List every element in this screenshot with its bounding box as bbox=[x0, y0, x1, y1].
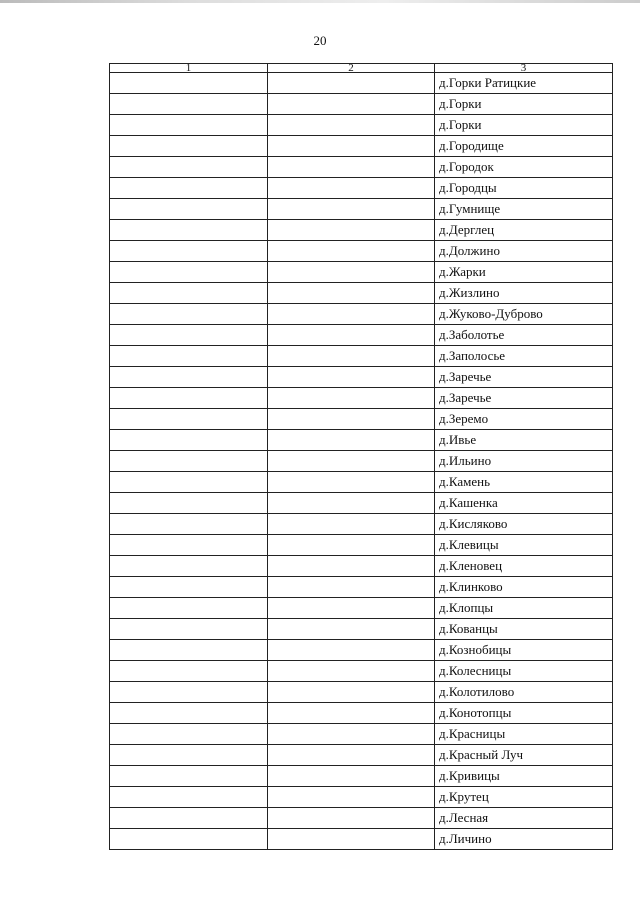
empty-cell-col1 bbox=[110, 829, 268, 850]
empty-cell-col2 bbox=[268, 262, 435, 283]
empty-cell-col2 bbox=[268, 451, 435, 472]
table-row bbox=[110, 640, 613, 661]
empty-cell-col1 bbox=[110, 556, 268, 577]
empty-cell-col2 bbox=[268, 136, 435, 157]
settlement-name: д.Колотилово bbox=[435, 682, 613, 703]
empty-cell-col1 bbox=[110, 409, 268, 430]
empty-cell-col1 bbox=[110, 619, 268, 640]
empty-cell-col1 bbox=[110, 136, 268, 157]
settlement-name: д.Кленовец bbox=[435, 556, 613, 577]
settlement-name: д.Лесная bbox=[435, 808, 613, 829]
empty-cell-col2 bbox=[268, 199, 435, 220]
settlement-name: д.Зеремо bbox=[435, 409, 613, 430]
settlement-name: д.Горки bbox=[435, 94, 613, 115]
settlement-name: д.Крутец bbox=[435, 787, 613, 808]
empty-cell-col1 bbox=[110, 346, 268, 367]
empty-cell-col2 bbox=[268, 388, 435, 409]
table-row bbox=[110, 724, 613, 745]
empty-cell-col1 bbox=[110, 724, 268, 745]
settlement-name: д.Жуково-Дуброво bbox=[435, 304, 613, 325]
empty-cell-col2 bbox=[268, 241, 435, 262]
settlement-name: д.Кашенка bbox=[435, 493, 613, 514]
settlement-name: д.Дерглец bbox=[435, 220, 613, 241]
table-row bbox=[110, 220, 613, 241]
empty-cell-col1 bbox=[110, 157, 268, 178]
empty-cell-col1 bbox=[110, 304, 268, 325]
empty-cell-col1 bbox=[110, 367, 268, 388]
settlement-name: д.Кованцы bbox=[435, 619, 613, 640]
settlement-name: д.Красницы bbox=[435, 724, 613, 745]
table-row bbox=[110, 325, 613, 346]
table-row bbox=[110, 451, 613, 472]
empty-cell-col2 bbox=[268, 535, 435, 556]
empty-cell-col1 bbox=[110, 451, 268, 472]
settlement-name: д.Клевицы bbox=[435, 535, 613, 556]
empty-cell-col2 bbox=[268, 346, 435, 367]
table-row bbox=[110, 493, 613, 514]
table-row bbox=[110, 829, 613, 850]
empty-cell-col2 bbox=[268, 808, 435, 829]
column-header-1: 1 bbox=[110, 64, 268, 73]
empty-cell-col2 bbox=[268, 598, 435, 619]
table-row bbox=[110, 430, 613, 451]
empty-cell-col1 bbox=[110, 178, 268, 199]
settlement-name: д.Ильино bbox=[435, 451, 613, 472]
table-row bbox=[110, 514, 613, 535]
table-row bbox=[110, 241, 613, 262]
table-row bbox=[110, 115, 613, 136]
empty-cell-col1 bbox=[110, 640, 268, 661]
empty-cell-col2 bbox=[268, 640, 435, 661]
empty-cell-col2 bbox=[268, 724, 435, 745]
settlement-name: д.Конотопцы bbox=[435, 703, 613, 724]
empty-cell-col2 bbox=[268, 514, 435, 535]
empty-cell-col1 bbox=[110, 598, 268, 619]
settlement-name: д.Колесницы bbox=[435, 661, 613, 682]
table-row bbox=[110, 409, 613, 430]
settlement-name: д.Личино bbox=[435, 829, 613, 850]
table-row bbox=[110, 136, 613, 157]
table-row bbox=[110, 598, 613, 619]
empty-cell-col1 bbox=[110, 766, 268, 787]
empty-cell-col1 bbox=[110, 241, 268, 262]
table-row bbox=[110, 766, 613, 787]
settlement-name: д.Кривицы bbox=[435, 766, 613, 787]
settlement-name: д.Ивье bbox=[435, 430, 613, 451]
table-row bbox=[110, 808, 613, 829]
empty-cell-col1 bbox=[110, 787, 268, 808]
table-row bbox=[110, 178, 613, 199]
empty-cell-col2 bbox=[268, 745, 435, 766]
settlement-name: д.Камень bbox=[435, 472, 613, 493]
settlement-name: д.Жизлино bbox=[435, 283, 613, 304]
settlement-name: д.Кознобицы bbox=[435, 640, 613, 661]
empty-cell-col2 bbox=[268, 220, 435, 241]
empty-cell-col1 bbox=[110, 745, 268, 766]
empty-cell-col1 bbox=[110, 682, 268, 703]
table-row bbox=[110, 283, 613, 304]
empty-cell-col2 bbox=[268, 577, 435, 598]
table-row bbox=[110, 745, 613, 766]
table-header-row bbox=[110, 64, 613, 73]
empty-cell-col2 bbox=[268, 367, 435, 388]
table-row bbox=[110, 577, 613, 598]
empty-cell-col2 bbox=[268, 703, 435, 724]
table-row bbox=[110, 262, 613, 283]
column-header-2: 2 bbox=[268, 64, 435, 73]
table-row bbox=[110, 199, 613, 220]
empty-cell-col2 bbox=[268, 157, 435, 178]
settlement-name: д.Горки bbox=[435, 115, 613, 136]
empty-cell-col2 bbox=[268, 493, 435, 514]
empty-cell-col1 bbox=[110, 577, 268, 598]
empty-cell-col2 bbox=[268, 556, 435, 577]
table-row bbox=[110, 535, 613, 556]
table-row bbox=[110, 472, 613, 493]
table-row bbox=[110, 556, 613, 577]
empty-cell-col1 bbox=[110, 493, 268, 514]
empty-cell-col2 bbox=[268, 766, 435, 787]
empty-cell-col1 bbox=[110, 388, 268, 409]
table-row bbox=[110, 94, 613, 115]
table-row bbox=[110, 787, 613, 808]
empty-cell-col1 bbox=[110, 199, 268, 220]
settlement-name: д.Заречье bbox=[435, 367, 613, 388]
empty-cell-col2 bbox=[268, 619, 435, 640]
empty-cell-col1 bbox=[110, 325, 268, 346]
empty-cell-col1 bbox=[110, 430, 268, 451]
table-row bbox=[110, 682, 613, 703]
settlement-name: д.Кисляково bbox=[435, 514, 613, 535]
empty-cell-col1 bbox=[110, 262, 268, 283]
empty-cell-col2 bbox=[268, 325, 435, 346]
settlement-name: д.Заполосье bbox=[435, 346, 613, 367]
empty-cell-col2 bbox=[268, 661, 435, 682]
empty-cell-col2 bbox=[268, 829, 435, 850]
table-row bbox=[110, 73, 613, 94]
empty-cell-col2 bbox=[268, 73, 435, 94]
table-row bbox=[110, 304, 613, 325]
empty-cell-col1 bbox=[110, 661, 268, 682]
empty-cell-col2 bbox=[268, 178, 435, 199]
settlement-name: д.Городок bbox=[435, 157, 613, 178]
empty-cell-col2 bbox=[268, 94, 435, 115]
empty-cell-col2 bbox=[268, 283, 435, 304]
empty-cell-col1 bbox=[110, 808, 268, 829]
settlement-name: д.Клинково bbox=[435, 577, 613, 598]
empty-cell-col2 bbox=[268, 115, 435, 136]
empty-cell-col1 bbox=[110, 514, 268, 535]
empty-cell-col1 bbox=[110, 283, 268, 304]
empty-cell-col2 bbox=[268, 787, 435, 808]
empty-cell-col1 bbox=[110, 115, 268, 136]
empty-cell-col1 bbox=[110, 73, 268, 94]
empty-cell-col1 bbox=[110, 703, 268, 724]
scan-edge bbox=[0, 0, 640, 3]
table-row bbox=[110, 661, 613, 682]
empty-cell-col1 bbox=[110, 220, 268, 241]
settlement-name: д.Клопцы bbox=[435, 598, 613, 619]
settlement-name: д.Гумнище bbox=[435, 199, 613, 220]
table-row bbox=[110, 619, 613, 640]
table-row bbox=[110, 346, 613, 367]
empty-cell-col2 bbox=[268, 430, 435, 451]
settlements-table bbox=[109, 63, 613, 850]
table-row bbox=[110, 367, 613, 388]
settlement-name: д.Красный Луч bbox=[435, 745, 613, 766]
empty-cell-col2 bbox=[268, 304, 435, 325]
column-header-3: 3 bbox=[435, 64, 613, 73]
settlement-name: д.Городцы bbox=[435, 178, 613, 199]
empty-cell-col1 bbox=[110, 472, 268, 493]
table-row bbox=[110, 157, 613, 178]
page-number: 20 bbox=[313, 33, 327, 48]
empty-cell-col1 bbox=[110, 535, 268, 556]
settlement-name: д.Должино bbox=[435, 241, 613, 262]
empty-cell-col1 bbox=[110, 94, 268, 115]
empty-cell-col2 bbox=[268, 472, 435, 493]
empty-cell-col2 bbox=[268, 682, 435, 703]
settlement-name: д.Заречье bbox=[435, 388, 613, 409]
settlement-name: д.Горки Ратицкие bbox=[435, 73, 613, 94]
table-row bbox=[110, 388, 613, 409]
settlement-name: д.Заболотье bbox=[435, 325, 613, 346]
settlement-name: д.Жарки bbox=[435, 262, 613, 283]
settlement-name: д.Городище bbox=[435, 136, 613, 157]
table-row bbox=[110, 703, 613, 724]
empty-cell-col2 bbox=[268, 409, 435, 430]
